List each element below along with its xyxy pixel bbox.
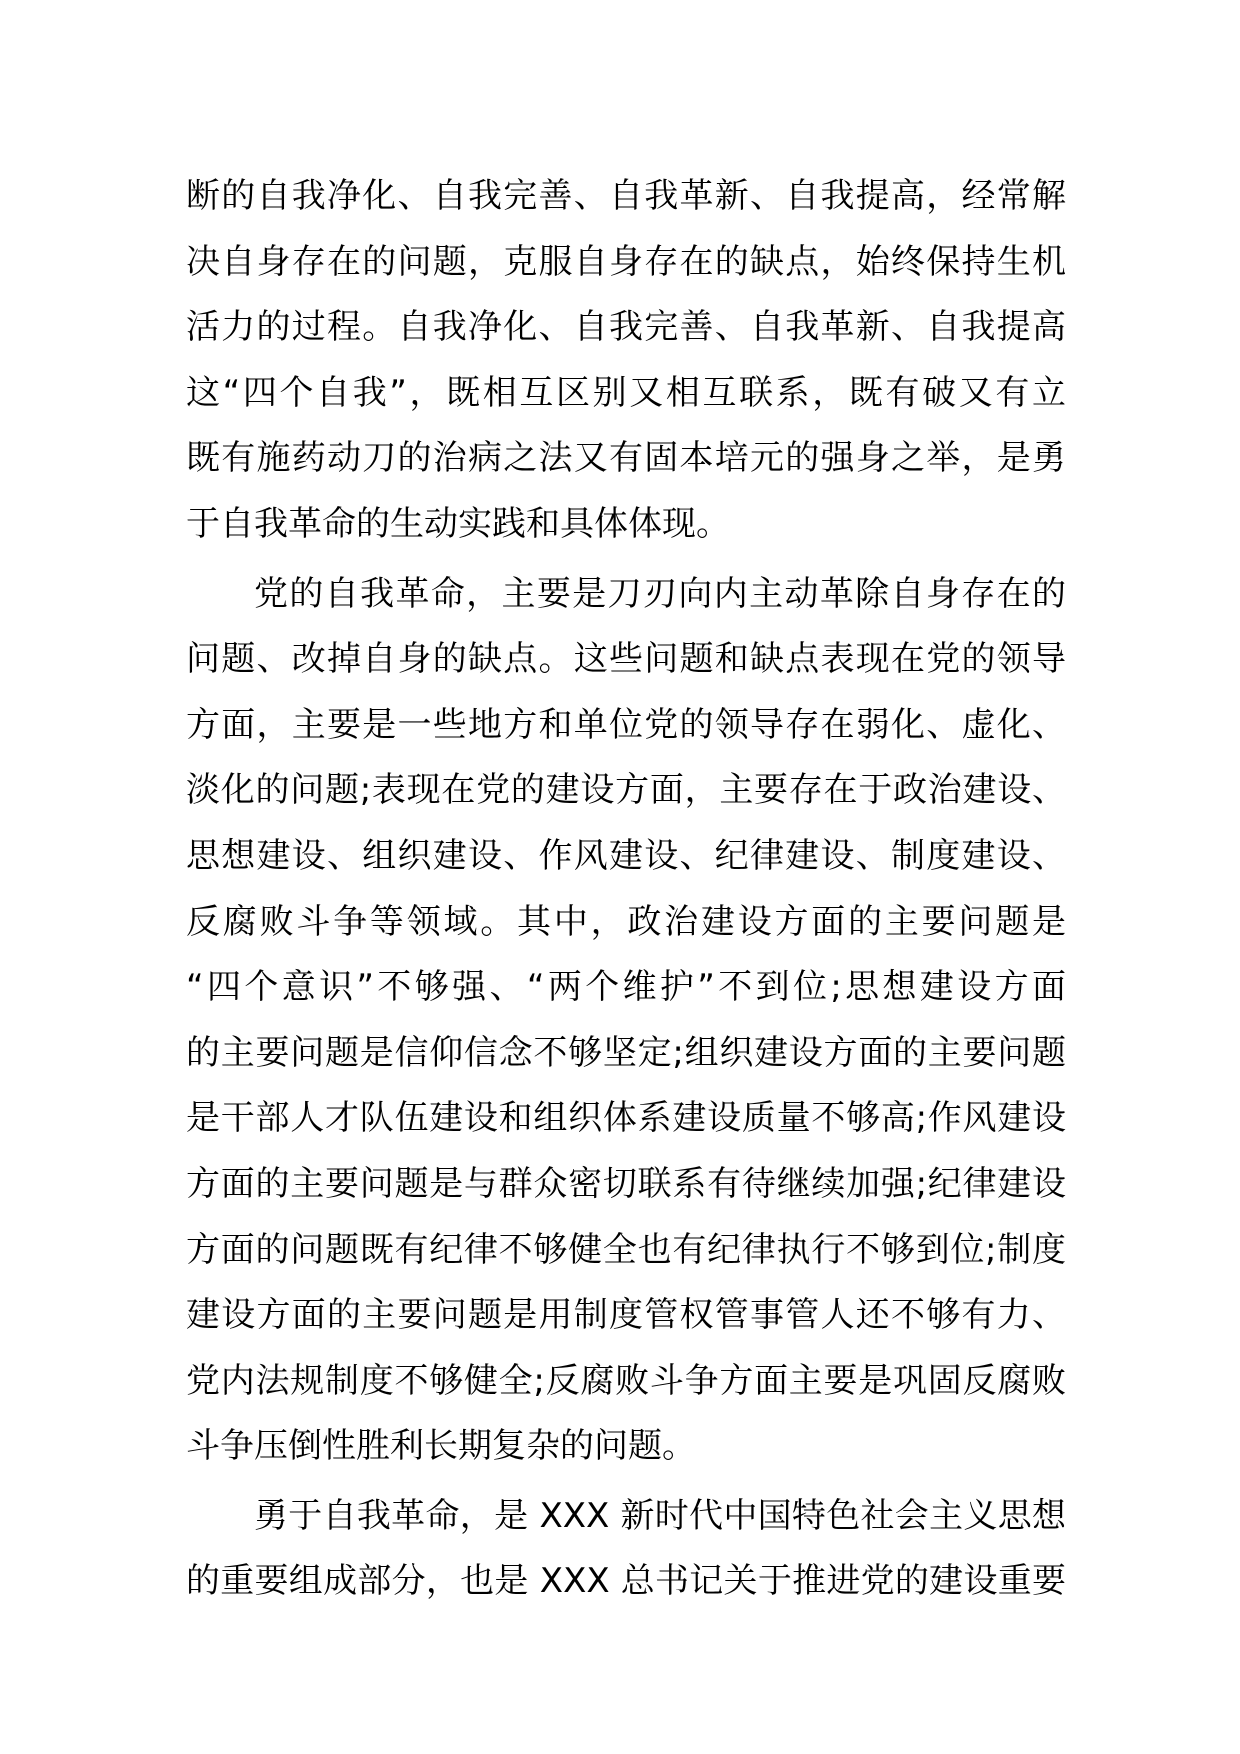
text-line: 活力的过程。自我净化、自我完善、自我革新、自我提高 xyxy=(186,307,1066,348)
text-line: 这“四个自我”，既相互区别又相互联系，既有破又有立 xyxy=(186,372,1066,413)
paragraph xyxy=(186,1484,1066,1615)
text-line: 勇于自我革命，是 XXX 新时代中国特色社会主义思想 xyxy=(254,1495,1066,1536)
text-line: 问题、改掉自身的缺点。这些问题和缺点表现在党的领导 xyxy=(186,639,1066,680)
text-line: 方面，主要是一些地方和单位党的领导存在弱化、虚化、 xyxy=(186,704,1066,745)
paragraph xyxy=(186,164,1066,558)
text-line: 决自身存在的问题，克服自身存在的缺点，始终保持生机 xyxy=(186,241,1066,282)
text-line: 既有施药动刀的治病之法又有固本培元的强身之举，是勇 xyxy=(186,438,1066,479)
text-line: 斗争压倒性胜利长期复杂的问题。 xyxy=(186,1426,696,1467)
text-line: 的重要组成部分，也是 XXX 总书记关于推进党的建设重要 xyxy=(186,1561,1066,1602)
text-line: 思想建设、组织建设、作风建设、纪律建设、制度建设、 xyxy=(186,835,1066,876)
text-line: 的主要问题是信仰信念不够坚定;组织建设方面的主要问题 xyxy=(186,1032,1066,1073)
text-line: 是干部人才队伍建设和组织体系建设质量不够高;作风建设 xyxy=(186,1098,1066,1139)
text-line: 淡化的问题;表现在党的建设方面，主要存在于政治建设、 xyxy=(186,770,1066,811)
text-line: 方面的主要问题是与群众密切联系有待继续加强;纪律建设 xyxy=(186,1163,1066,1204)
text-line: 党内法规制度不够健全;反腐败斗争方面主要是巩固反腐败 xyxy=(186,1360,1066,1401)
document-body xyxy=(186,164,1066,1615)
text-line: 断的自我净化、自我完善、自我革新、自我提高，经常解 xyxy=(186,176,1066,216)
paragraph xyxy=(186,562,1066,1480)
text-line: “四个意识”不够强、“两个维护”不到位;思想建设方面 xyxy=(186,967,1066,1008)
text-line: 反腐败斗争等领域。其中，政治建设方面的主要问题是 xyxy=(186,901,1066,942)
text-line: 方面的问题既有纪律不够健全也有纪律执行不够到位;制度 xyxy=(186,1229,1066,1270)
text-line: 于自我革命的生动实践和具体体现。 xyxy=(186,503,730,544)
text-line: 党的自我革命，主要是刀刃向内主动革除自身存在的 xyxy=(254,573,1066,614)
text-line: 建设方面的主要问题是用制度管权管事管人还不够有力、 xyxy=(186,1295,1066,1336)
